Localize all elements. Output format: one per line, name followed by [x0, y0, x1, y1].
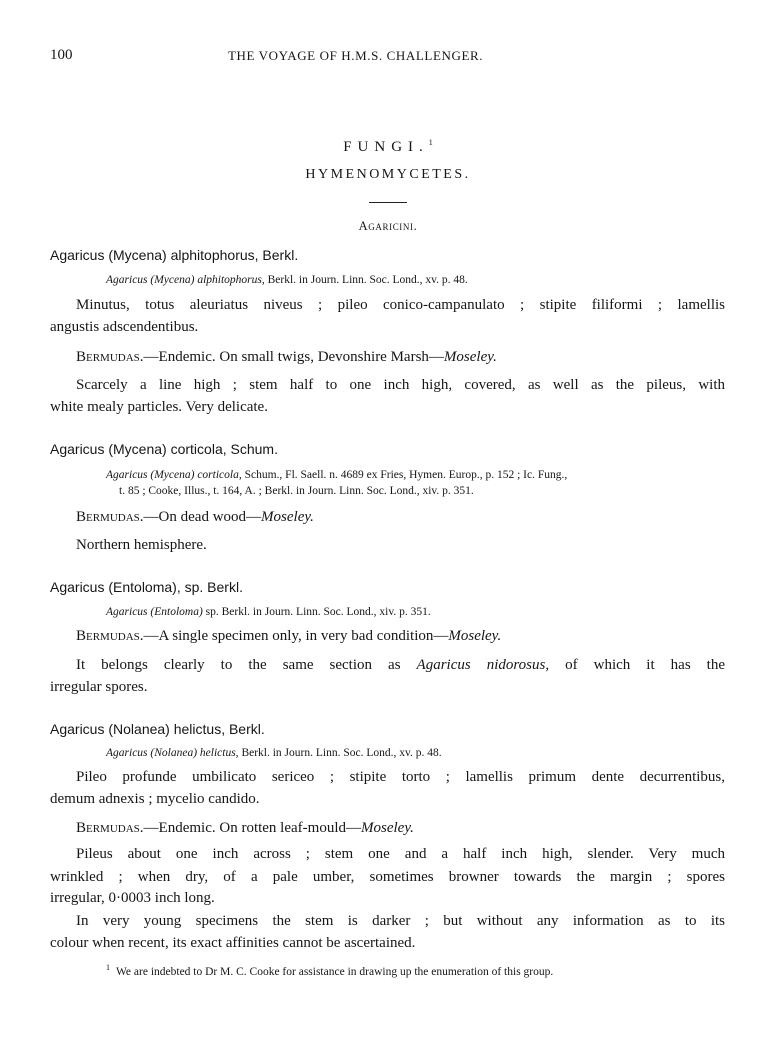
- locality-line: [76, 820, 414, 837]
- citation-ref: sp. Berkl. in Journ. Linn. Soc. Lond., xiv. p. 351.: [202, 606, 431, 618]
- note-text: It belongs clearly to the same section as: [76, 657, 417, 673]
- note-line: colour when recent, its exact affinities cannot be ascertained.: [50, 935, 416, 951]
- locality-place: Bermudas.: [76, 820, 144, 836]
- locality-line: [76, 349, 497, 366]
- note-line: Pileus about one inch across ; stem one and a half inch high, slender. Very much: [76, 846, 725, 862]
- citation-ref: Berkl. in Journ. Linn. Soc. Lond., xv. p. 48.: [264, 274, 468, 286]
- latin-diagnosis-line: Pileo profunde umbilicato sericeo ; stipite torto ; lamellis primum dente decurrentibus,: [76, 769, 725, 785]
- note-line: white mealy particles. Very delicate.: [50, 399, 268, 415]
- citation-ref: Schum., Fl. Saell. n. 4689 ex Fries, Hymen. Europ., p. 152 ; Ic. Fung.,: [241, 469, 568, 481]
- citation-ref: Berkl. in Journ. Linn. Soc. Lond., xv. p. 48.: [238, 747, 442, 759]
- species-mention: Agaricus nidorosus,: [416, 657, 550, 673]
- collector: Moseley.: [443, 349, 497, 365]
- page-number: 100: [50, 47, 73, 63]
- footnote-ref[interactable]: 1: [428, 138, 433, 147]
- note-line: wrinkled ; when dry, of a pale umber, sometimes browner towards the margin ; spores: [50, 869, 725, 885]
- locality-text: —Endemic. On small twigs, Devonshire Marsh—: [143, 349, 444, 365]
- citation: [106, 469, 567, 481]
- locality-text: —Endemic. On rotten leaf-mould—: [143, 820, 361, 836]
- locality-place: Bermudas.: [76, 509, 144, 525]
- species-heading: Agaricus (Mycena) corticola, Schum.: [50, 441, 278, 457]
- note-text: of which it has the: [549, 657, 725, 673]
- citation: [106, 274, 468, 286]
- note-line: [76, 657, 725, 674]
- citation-continued: t. 85 ; Cooke, Illus., t. 164, A. ; Berkl. in Journ. Linn. Soc. Lond., xiv. p. 351.: [119, 485, 474, 497]
- footnote-mark: 1: [106, 963, 110, 972]
- heading-fungi-text: FUNGI.: [343, 139, 429, 155]
- species-heading: Agaricus (Nolanea) helictus, Berkl.: [50, 721, 265, 737]
- heading-hymenomycetes: HYMENOMYCETES.: [305, 167, 471, 182]
- latin-diagnosis-line: demum adnexis ; mycelio candido.: [50, 791, 260, 807]
- citation: [106, 606, 431, 618]
- footnote: [106, 963, 553, 978]
- citation-name: Agaricus (Entoloma): [106, 606, 203, 618]
- citation: [106, 747, 442, 759]
- latin-diagnosis-line: Minutus, totus aleuriatus niveus ; pileo conico-campanulato ; stipite filiformi ; lamellis: [76, 297, 725, 313]
- note-line: irregular, 0·0003 inch long.: [50, 890, 215, 906]
- collector: Moseley.: [448, 628, 502, 644]
- citation-name: Agaricus (Mycena) corticola,: [106, 469, 242, 481]
- note-line: In very young specimens the stem is darker ; but without any information as to its: [76, 913, 725, 929]
- note-line: irregular spores.: [50, 679, 148, 695]
- citation-name: Agaricus (Nolanea) helictus,: [106, 747, 239, 759]
- collector: Moseley.: [261, 509, 314, 525]
- latin-diagnosis-line: angustis adscendentibus.: [50, 319, 199, 335]
- note-line: Northern hemisphere.: [76, 537, 207, 553]
- note-line: Scarcely a line high ; stem half to one inch high, covered, as well as the pileus, with: [76, 377, 725, 393]
- locality-text: —On dead wood—: [143, 509, 262, 525]
- locality-place: Bermudas.: [76, 349, 144, 365]
- heading-agaricini: Agaricini.: [358, 219, 418, 233]
- collector: Moseley.: [361, 820, 414, 836]
- locality-text: —A single specimen only, in very bad condition—: [143, 628, 449, 644]
- section-rule: [369, 202, 407, 203]
- species-heading: Agaricus (Mycena) alphitophorus, Berkl.: [50, 247, 299, 263]
- locality-line: [76, 509, 314, 526]
- locality-place: Bermudas.: [76, 628, 144, 644]
- running-title: THE VOYAGE OF H.M.S. CHALLENGER.: [228, 48, 484, 63]
- species-heading: Agaricus (Entoloma), sp. Berkl.: [50, 579, 243, 595]
- citation-name: Agaricus (Mycena) alphitophorus,: [106, 274, 265, 286]
- heading-fungi: [0, 138, 776, 156]
- locality-line: [76, 628, 501, 645]
- footnote-text: We are indebted to Dr M. C. Cooke for assistance in drawing up the enumeration of this group.: [116, 965, 554, 978]
